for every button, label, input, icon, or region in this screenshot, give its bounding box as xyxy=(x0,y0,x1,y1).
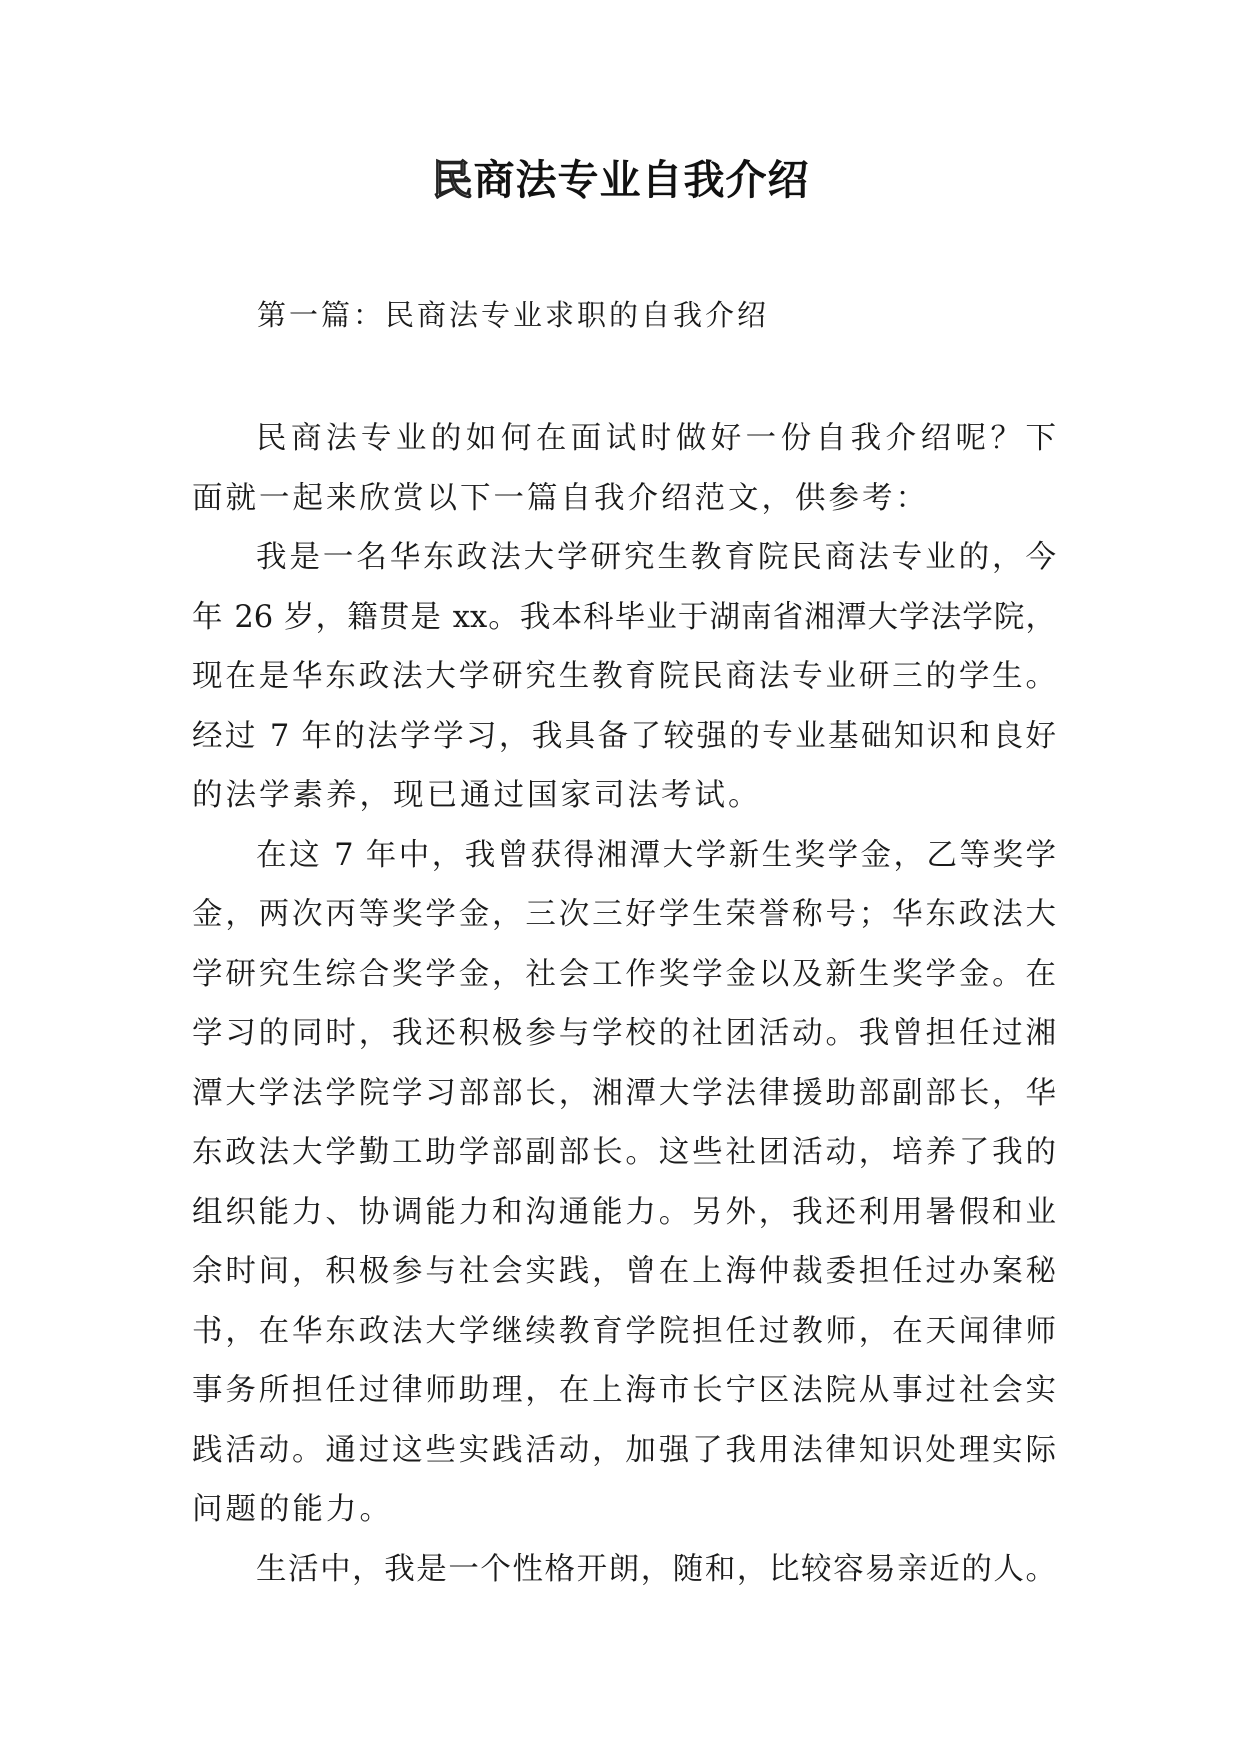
text-line: 余时间，积极参与社会实践，曾在上海仲裁委担任过办案秘 xyxy=(192,1254,1056,1289)
text-line: 东政法大学勤工助学部副部长。这些社团活动，培养了我的 xyxy=(192,1135,1056,1170)
text-line: 金，两次丙等奖学金，三次三好学生荣誉称号；华东政法大 xyxy=(192,897,1056,932)
text-line: 践活动。通过这些实践活动，加强了我用法律知识处理实际 xyxy=(192,1432,1056,1468)
text-line: 的法学素养，现已通过国家司法考试。 xyxy=(192,778,762,813)
text-line: 民商法专业的如何在面试时做好一份自我介绍呢？下 xyxy=(256,421,1056,456)
title-rest: 商法专业自我介绍 xyxy=(473,156,810,204)
text-line: 潭大学法学院学习部部长，湘潭大学法律援助部副部长，华 xyxy=(192,1075,1056,1111)
text-line: 生活中，我是一个性格开朗，随和，比较容易亲近的人。 xyxy=(256,1551,1056,1587)
section-heading: 第一篇：民商法专业求职的自我介绍 xyxy=(257,298,770,332)
title-first-char: 民 xyxy=(431,156,474,204)
text-line: 学习的同时，我还积极参与学校的社团活动。我曾担任过湘 xyxy=(192,1016,1056,1051)
text-line: 我是一名华东政法大学研究生教育院民商法专业的，今 xyxy=(256,540,1056,575)
text-line: 经过 7 年的法学学习，我具备了较强的专业基础知识和良好 xyxy=(192,718,1056,754)
document-title xyxy=(0,150,1241,210)
text-line: 事务所担任过律师助理，在上海市长宁区法院从事过社会实 xyxy=(192,1373,1056,1408)
text-line: 书，在华东政法大学继续教育学院担任过教师，在天闻律师 xyxy=(192,1313,1056,1349)
text-line: 问题的能力。 xyxy=(192,1492,393,1527)
text-line: 年 26 岁，籍贯是 xx。我本科毕业于湖南省湘潭大学法学院， xyxy=(192,599,1056,635)
text-line: 在这 7 年中，我曾获得湘潭大学新生奖学金，乙等奖学 xyxy=(256,837,1056,873)
text-line: 面就一起来欣赏以下一篇自我介绍范文，供参考： xyxy=(192,480,929,516)
text-line: 现在是华东政法大学研究生教育院民商法专业研三的学生。 xyxy=(192,659,1056,694)
text-line: 学研究生综合奖学金，社会工作奖学金以及新生奖学金。在 xyxy=(192,956,1056,992)
body-text xyxy=(192,409,1056,1599)
text-line: 组织能力、协调能力和沟通能力。另外，我还利用暑假和业 xyxy=(192,1194,1056,1230)
